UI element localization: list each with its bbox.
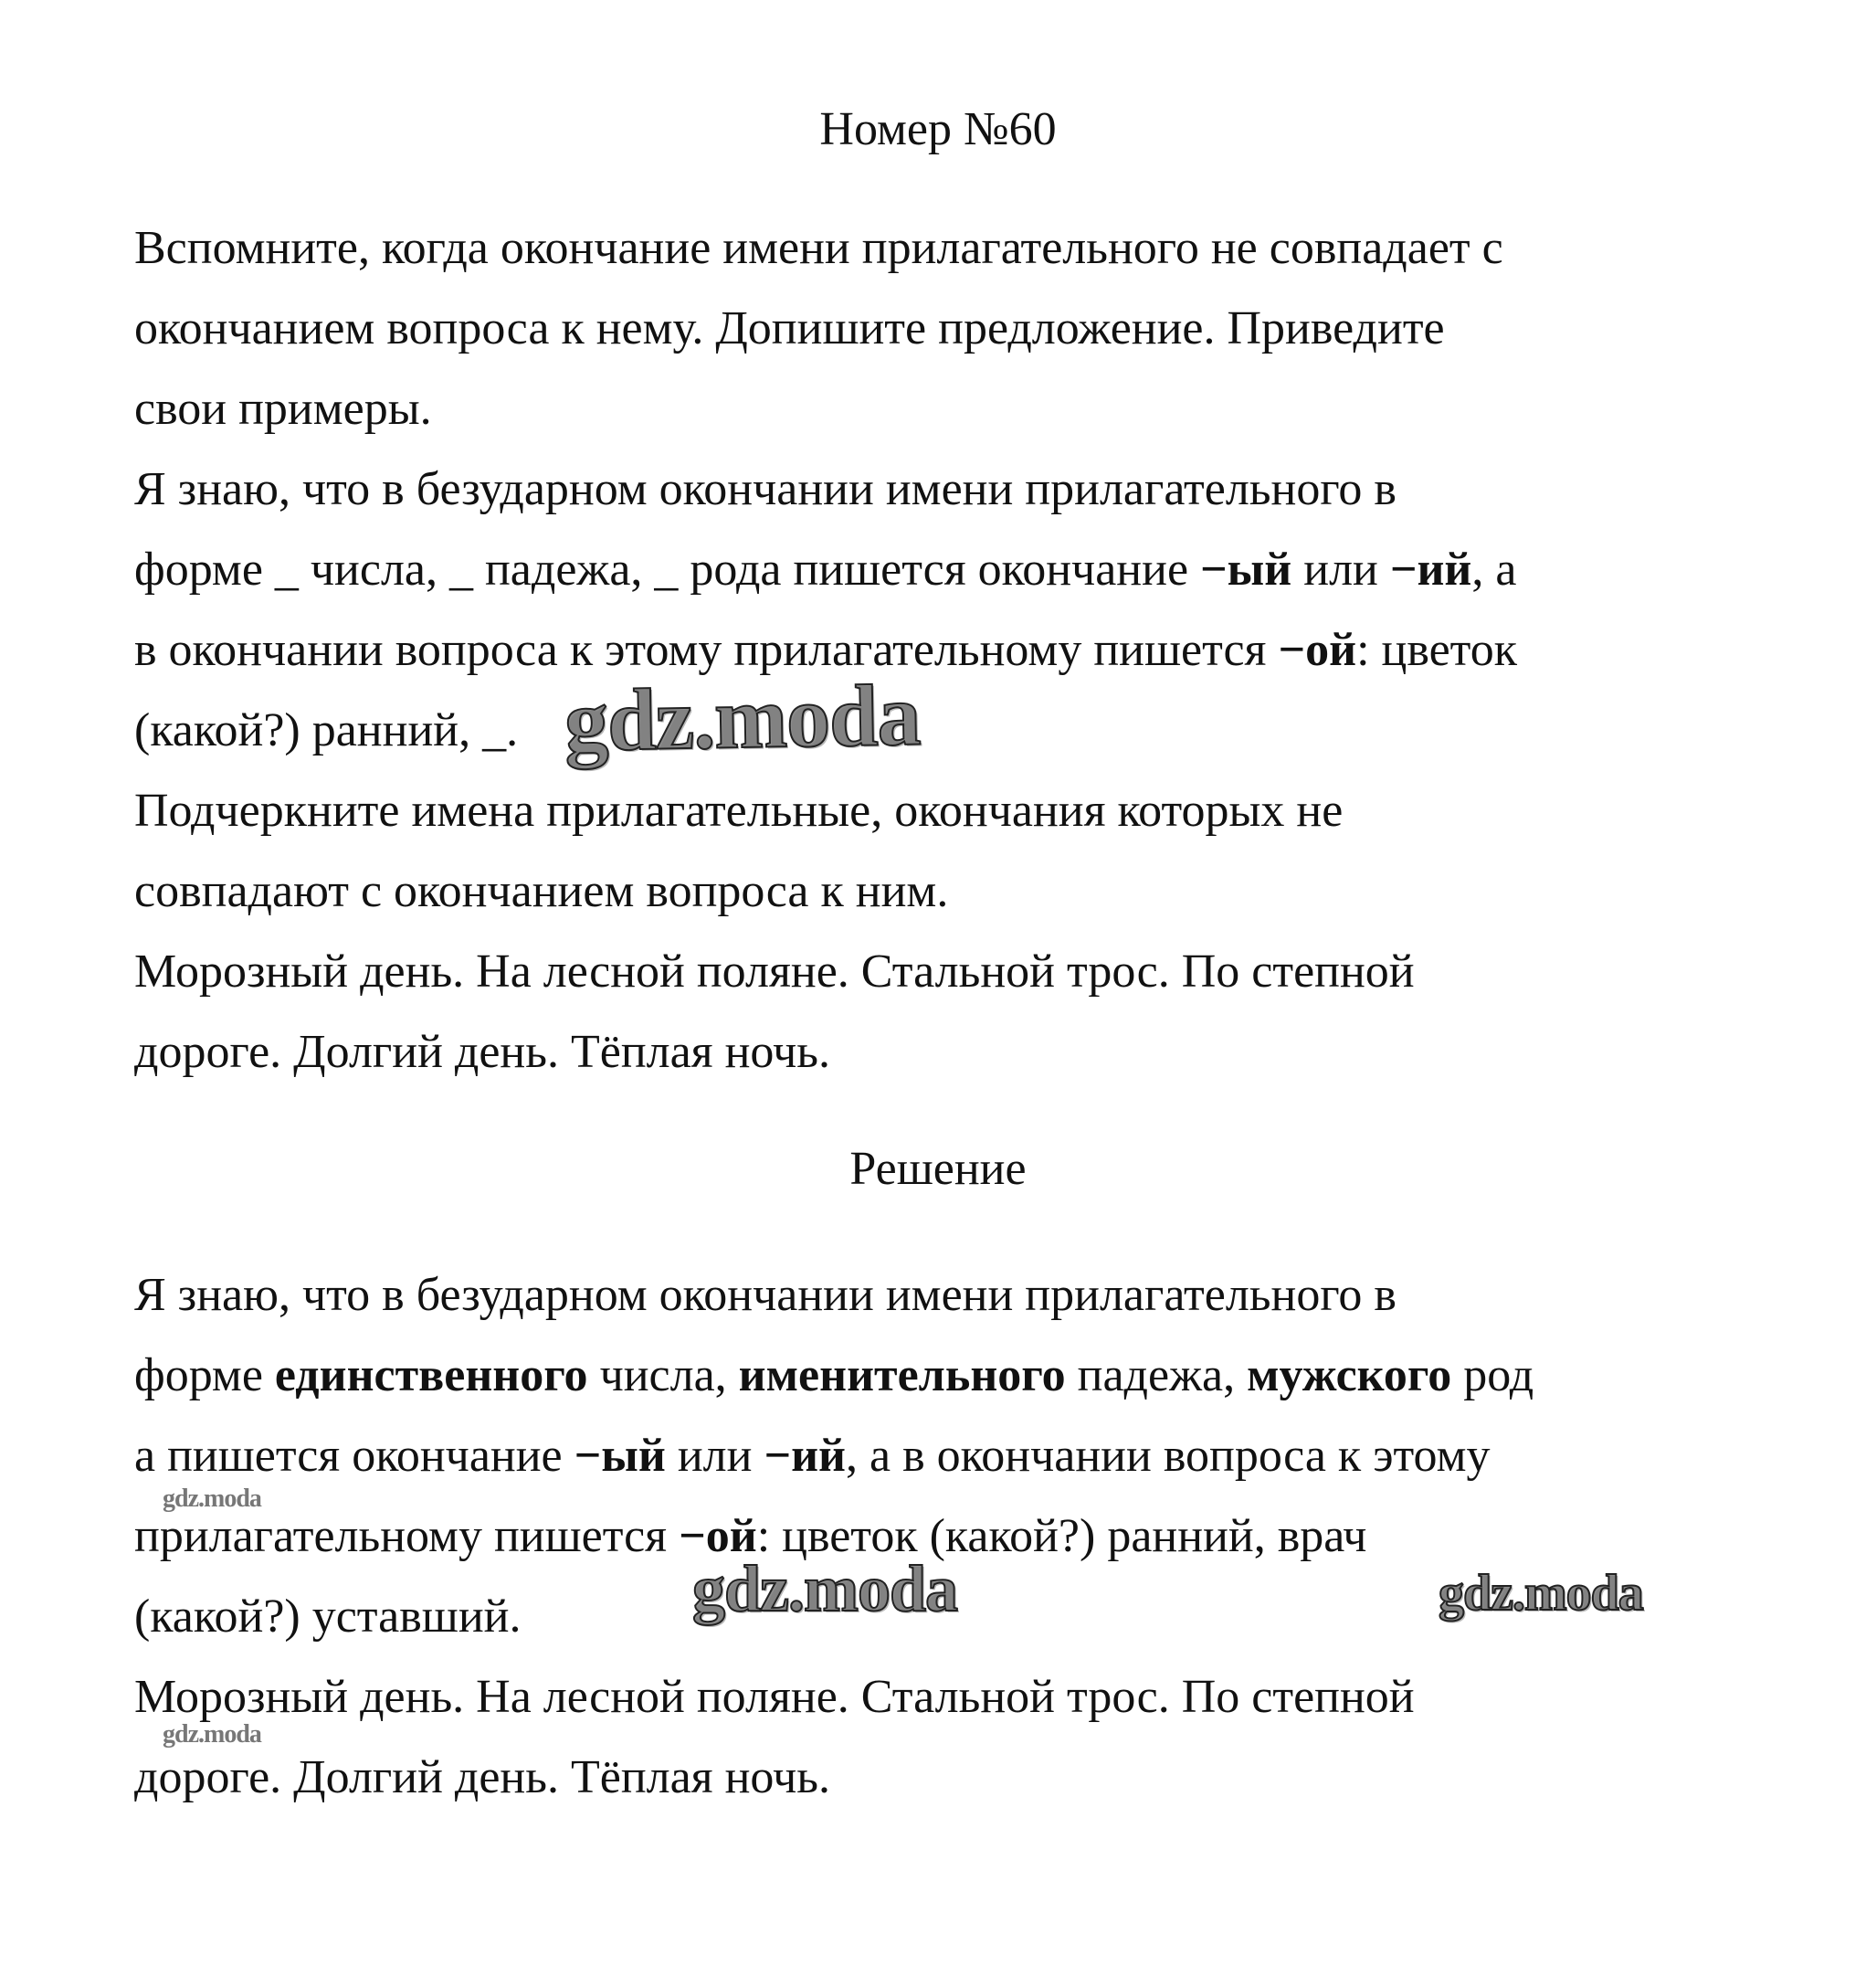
watermark-logo: gdz.moda	[1439, 1565, 1643, 1622]
text-segment: : цветок	[1356, 624, 1517, 676]
ending-yj: −ый	[574, 1430, 666, 1482]
text-segment: числа,	[587, 1349, 739, 1401]
task-line-7: (какой?) ранний, _.	[134, 704, 519, 756]
task-line-3: свои примеры.	[134, 383, 432, 435]
text-segment: прилагательному пишется	[134, 1510, 680, 1562]
text-segment: : цветок (какой?) ранний, врач	[756, 1510, 1367, 1562]
watermark-logo: gdz.moda	[163, 1485, 261, 1513]
solution-line-2	[134, 1348, 1533, 1403]
text-segment: форме	[134, 1349, 275, 1401]
answer-number: единственного	[274, 1349, 588, 1401]
solution-line-5: (какой?) уставший.	[134, 1590, 522, 1643]
watermark-logo: gdz.moda	[692, 1552, 958, 1625]
answer-case: именительного	[738, 1349, 1066, 1401]
task-line-4: Я знаю, что в безударном окончании имени прилагательного в	[134, 463, 1396, 515]
task-line-10: Морозный день. На лесной поляне. Стальной трос. По степной	[134, 946, 1415, 998]
task-line-11: дороге. Долгий день. Тёплая ночь.	[134, 1026, 830, 1078]
solution-line-3	[134, 1429, 1490, 1484]
text-segment: форме _ числа, _ падежа, _ рода пишется окончание	[134, 544, 1201, 596]
solution-line-7: дороге. Долгий день. Тёплая ночь.	[134, 1751, 830, 1803]
ending-oj: −ой	[679, 1510, 757, 1562]
watermark-logo: gdz.moda	[564, 665, 922, 770]
ending-ij: −ий	[1389, 544, 1472, 596]
answer-gender: мужского	[1247, 1349, 1452, 1401]
text-segment: , а в окончании вопроса к этому	[846, 1430, 1491, 1482]
text-segment: или	[1291, 544, 1390, 596]
task-line-8: Подчеркните имена прилагательные, окончания которых не	[134, 785, 1344, 837]
task-line-2: окончанием вопроса к нему. Допишите предложение. Приведите	[134, 302, 1445, 354]
text-segment: в окончании вопроса к этому прилагательному пишется	[134, 624, 1279, 676]
text-segment: род	[1451, 1349, 1534, 1401]
solution-line-6: Морозный день. На лесной поляне. Стальной трос. По степной	[134, 1671, 1415, 1723]
task-title: Номер №60	[819, 103, 1057, 155]
ending-oj: −ой	[1278, 624, 1357, 676]
text-segment: или	[665, 1430, 764, 1482]
task-line-9: совпадают с окончанием вопроса к ним.	[134, 865, 949, 917]
text-segment: а пишется окончание	[134, 1430, 574, 1482]
text-segment: , а	[1471, 544, 1517, 596]
solution-title: Решение	[849, 1143, 1027, 1195]
ending-ij: −ий	[764, 1430, 847, 1482]
solution-line-1: Я знаю, что в безударном окончании имени прилагательного в	[134, 1269, 1396, 1321]
task-line-1: Вспомните, когда окончание имени прилагательного не совпадает с	[134, 222, 1503, 274]
watermark-logo: gdz.moda	[163, 1720, 261, 1749]
task-line-5	[134, 543, 1517, 597]
text-segment: падежа,	[1065, 1349, 1248, 1401]
ending-yj: −ый	[1200, 544, 1292, 596]
